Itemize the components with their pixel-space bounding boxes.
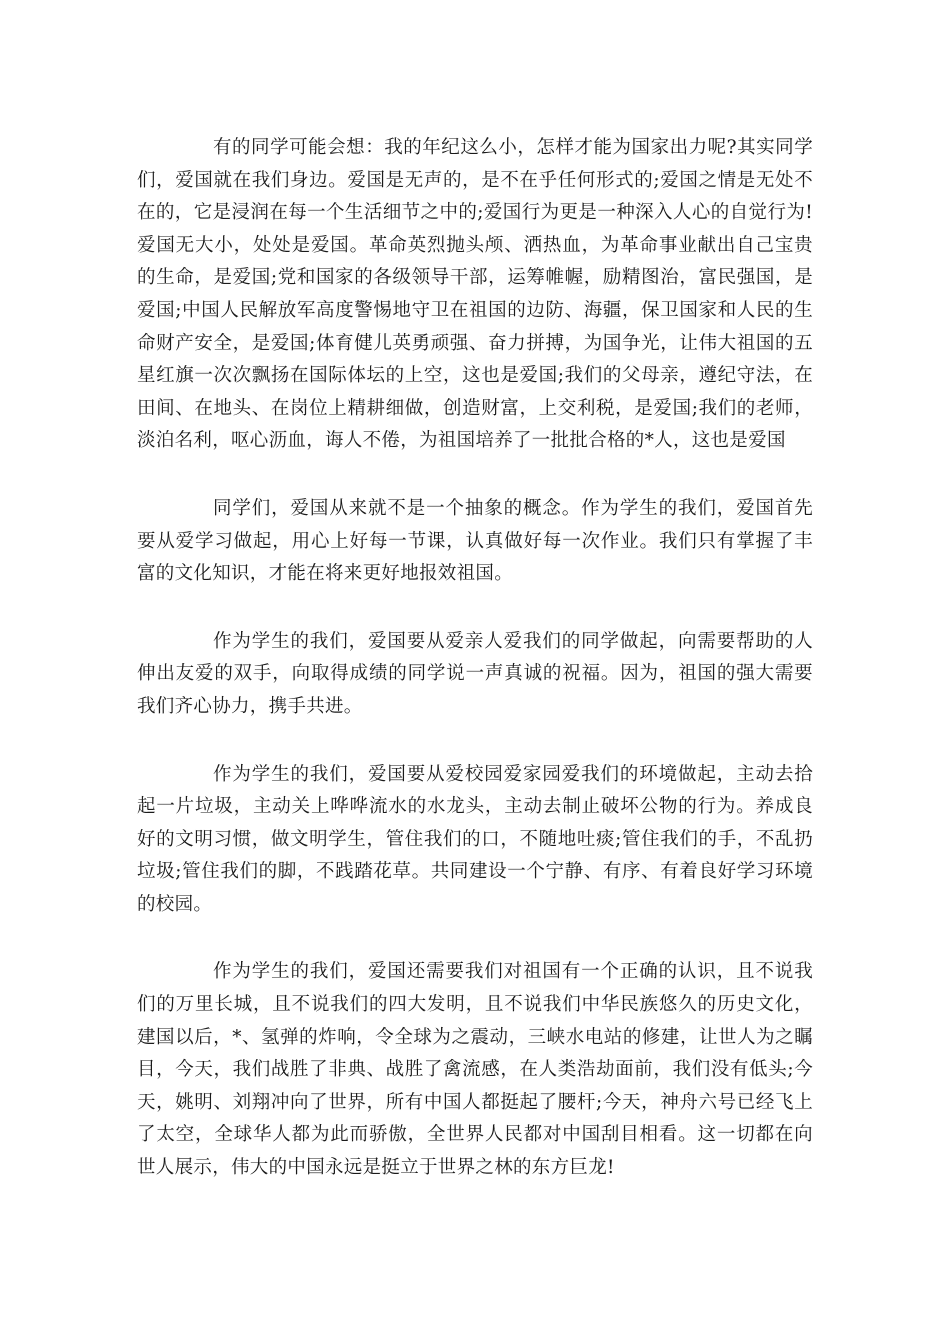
paragraph-3: 作为学生的我们，爱国要从爱亲人爱我们的同学做起，向需要帮助的人伸出友爱的双手，向取得成绩的同学说一声真诚的祝福。因为，祖国的强大需要我们齐心协力，携手共进。 [137, 630, 813, 717]
document-body [137, 132, 813, 1220]
paragraph-4: 作为学生的我们，爱国要从爱校园爱家园爱我们的环境做起，主动去拾起一片垃圾，主动关上哗哗流水的水龙头，主动去制止破坏公物的行为。养成良好的文明习惯，做文明学生，管住我们的口，不随地吐痰;管住我们的手，不乱扔垃圾;管住我们的脚，不践踏花草。共同建设一个宁静、有序、有着良好学习环境的校园。 [137, 763, 813, 915]
paragraph-5: 作为学生的我们，爱国还需要我们对祖国有一个正确的认识，且不说我们的万里长城，且不说我们的四大发明，且不说我们中华民族悠久的历史文化，建国以后，*、氢弹的炸响，令全球为之震动，三峡水电站的修建，让世人为之瞩目，今天，我们战胜了非典、战胜了禽流感，在人类浩劫面前，我们没有低头;今天，姚明、刘翔冲向了世界，所有中国人都挺起了腰杆;今天，神舟六号已经飞上了太空，全球华人都为此而骄傲，全世界人民都对中国刮目相看。这一切都在向世人展示，伟大的中国永远是挺立于世界之林的东方巨龙! [137, 961, 813, 1179]
paragraph-1: 有的同学可能会想：我的年纪这么小，怎样才能为国家出力呢?其实同学们，爱国就在我们身边。爱国是无声的，是不在乎任何形式的;爱国之情是无处不在的，它是浸润在每一个生活细节之中的;爱国行为更是一种深入人心的自觉行为!爱国无大小，处处是爱国。革命英烈抛头颅、洒热血，为革命事业献出自己宝贵的生命，是爱国;党和国家的各级领导干部，运筹帷幄，励精图治，富民强国，是爱国;中国人民解放军高度警惕地守卫在祖国的边防、海疆，保卫国家和人民的生命财产安全，是爱国;体育健儿英勇顽强、奋力拼搏，为国争光，让伟大祖国的五星红旗一次次飘扬在国际体坛的上空，这也是爱国;我们的父母亲，遵纪守法，在田间、在地头、在岗位上精耕细做，创造财富，上交利税，是爱国;我们的老师，淡泊名利，呕心沥血，诲人不倦，为祖国培养了一批批合格的*人，这也是爱国 [137, 137, 813, 452]
paragraph-2: 同学们，爱国从来就不是一个抽象的概念。作为学生的我们，爱国首先要从爱学习做起，用心上好每一节课，认真做好每一次作业。我们只有掌握了丰富的文化知识，才能在将来更好地报效祖国。 [137, 497, 813, 585]
